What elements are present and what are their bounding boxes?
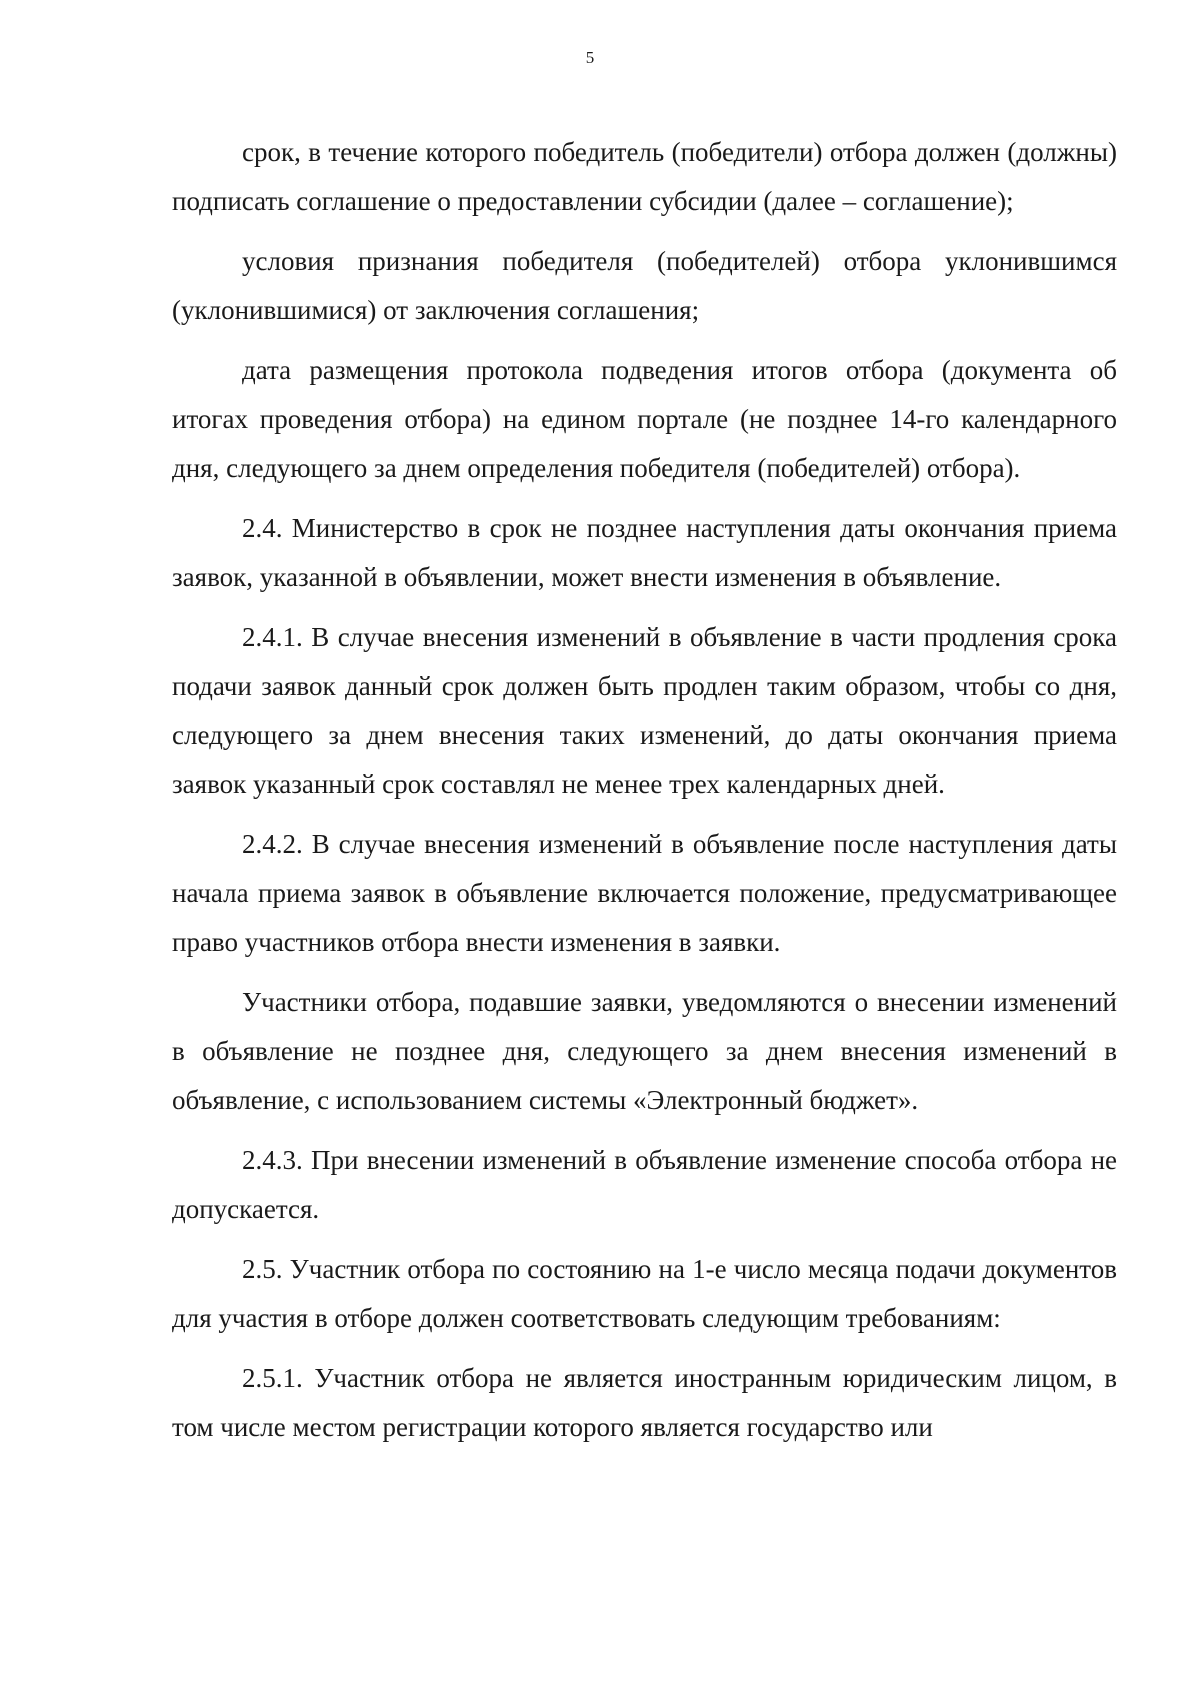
paragraph: 2.5.1. Участник отбора не является иностранным юридическим лицом, в том числе местом регистрации которого является государство или [172,1363,1117,1442]
paragraph: дата размещения протокола подведения итогов отбора (документа об итогах проведения отбора) на едином портале (не позднее 14-го календарного дня, следующего за днем определения победителя (победителей) отбора). [172,355,1117,483]
paragraph: условия признания победителя (победителей) отбора уклонившимся (уклонившимися) от заключения соглашения; [172,246,1117,325]
paragraph: 2.5. Участник отбора по состоянию на 1-е число месяца подачи документов для участия в отборе должен соответствовать следующим требованиям: [172,1254,1117,1333]
paragraph: 2.4. Министерство в срок не позднее наступления даты окончания приема заявок, указанной в объявлении, может внести изменения в объявление. [172,513,1117,592]
page-number: 5 [585,48,595,67]
paragraph: 2.4.1. В случае внесения изменений в объявление в части продления срока подачи заявок данный срок должен быть продлен таким образом, чтобы со дня, следующего за днем внесения таких изменений, до даты окончания приема заявок указанный срок составлял не менее трех календарных дней. [172,622,1117,799]
paragraph: 2.4.2. В случае внесения изменений в объявление после наступления даты начала приема заявок в объявление включается положение, предусматривающее право участников отбора внести изменения в заявки. [172,829,1117,957]
paragraph: 2.4.3. При внесении изменений в объявление изменение способа отбора не допускается. [172,1145,1117,1224]
document-body [172,128,1117,1452]
paragraph: Участники отбора, подавшие заявки, уведомляются о внесении изменений в объявление не позднее дня, следующего за днем внесения изменений в объявление, с использованием системы «Электронный бюджет». [172,987,1117,1115]
paragraph: срок, в течение которого победитель (победители) отбора должен (должны) подписать соглашение о предоставлении субсидии (далее – соглашение); [172,137,1117,216]
